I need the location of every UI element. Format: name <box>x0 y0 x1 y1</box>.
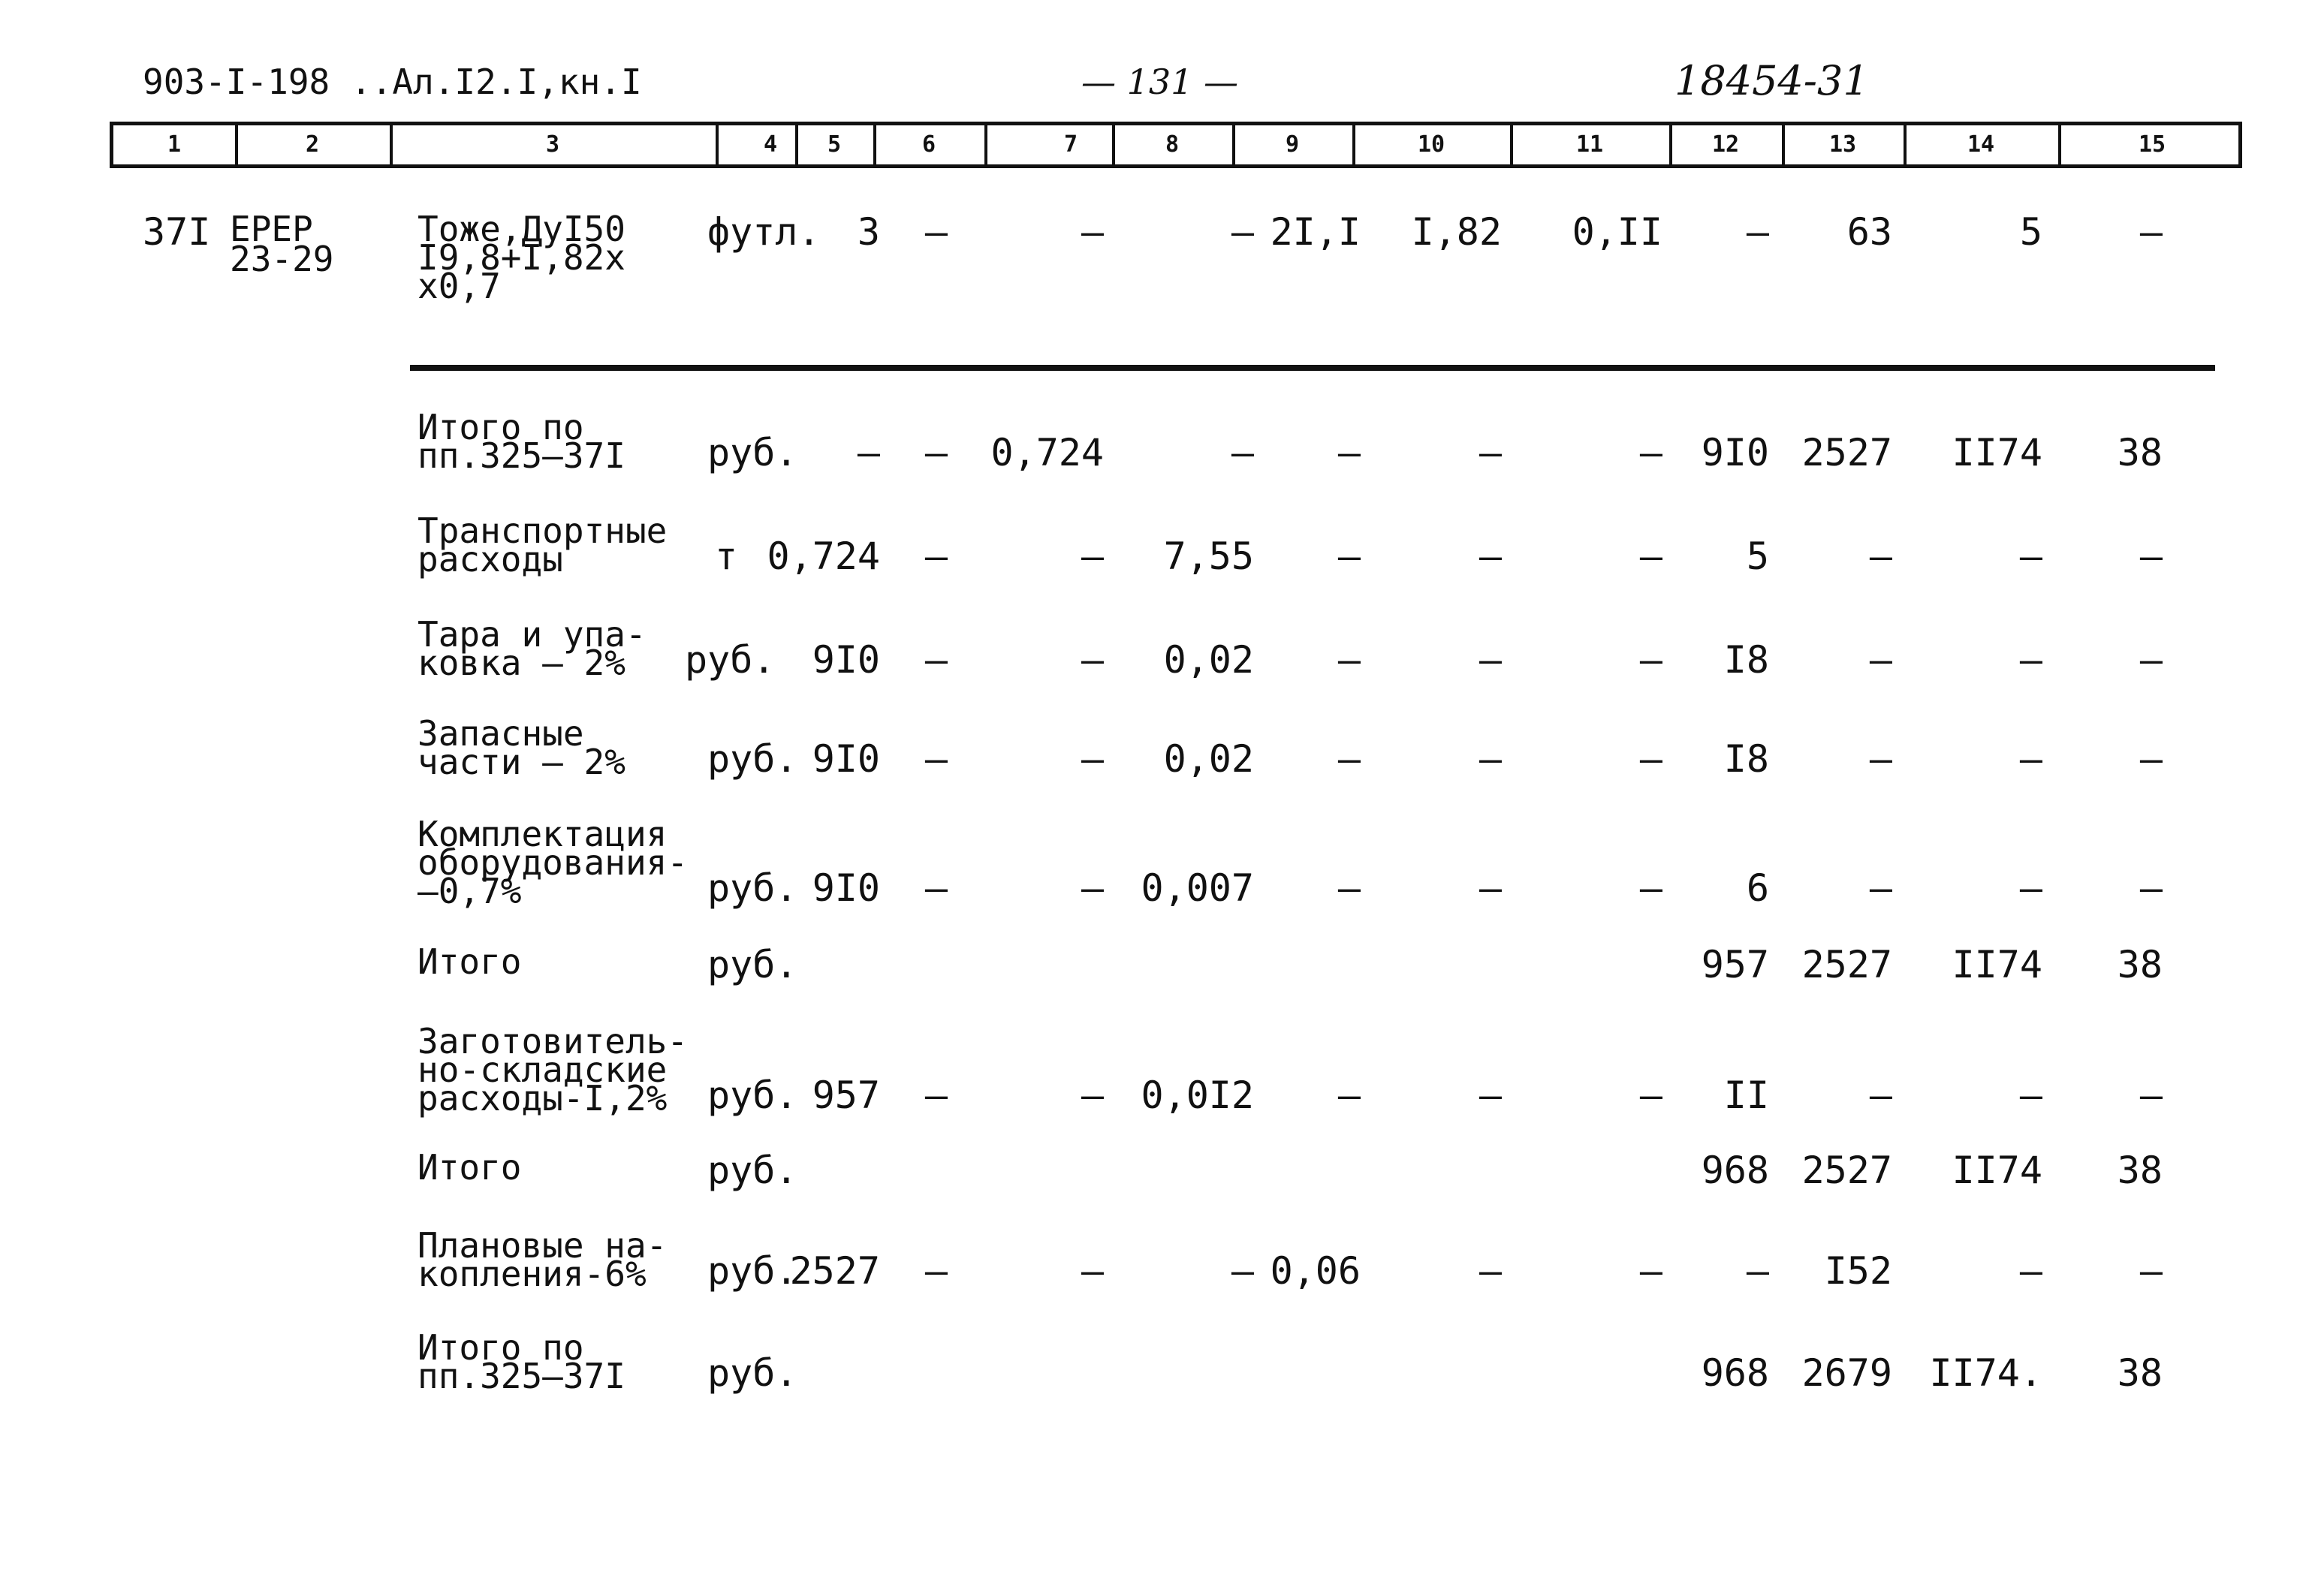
cell-col4: т <box>715 535 738 578</box>
cell-col12: 6 <box>1746 866 1769 910</box>
cell-col15: – <box>2139 866 2163 910</box>
cell-col2: 23-29 <box>230 239 334 279</box>
cell-col13: – <box>1869 1074 1892 1117</box>
cell-col10: – <box>1479 1249 1502 1293</box>
section-divider <box>410 365 2215 371</box>
item-name: Итого по <box>417 1327 584 1368</box>
cell-col14: – <box>2019 638 2042 682</box>
column-number: 12 <box>1711 131 1740 158</box>
cell-col15: 38 <box>2117 431 2163 474</box>
cell-col13: – <box>1869 638 1892 682</box>
column-number: 10 <box>1417 131 1445 158</box>
cell-col11: – <box>1639 638 1662 682</box>
cell-col9: – <box>1337 866 1361 910</box>
item-name: оборудования- <box>417 842 689 883</box>
cell-col12: 9I0 <box>1701 431 1769 474</box>
cell-col10: – <box>1479 431 1502 474</box>
item-name: Тара и упа- <box>417 614 647 655</box>
column-number: 6 <box>921 131 936 158</box>
cell-col13: 2527 <box>1801 1149 1892 1192</box>
column-number: 13 <box>1828 131 1857 158</box>
column-number: 11 <box>1575 131 1604 158</box>
cell-col12: – <box>1746 1249 1769 1293</box>
cell-col11: – <box>1639 1249 1662 1293</box>
cell-col15: – <box>2139 1074 2163 1117</box>
cell-col4: руб. <box>707 1249 798 1293</box>
item-name: пп.325–37I <box>417 1356 625 1396</box>
cell-col12: 968 <box>1701 1351 1769 1395</box>
cell-col15: – <box>2139 737 2163 781</box>
cell-col11: – <box>1639 535 1662 578</box>
cell-col4: руб. <box>707 866 798 910</box>
column-number: 15 <box>2138 131 2166 158</box>
cell-col4: руб. <box>707 943 798 986</box>
cell-col4: футл. <box>707 210 821 254</box>
item-name: части – 2% <box>417 742 625 782</box>
cell-col15: – <box>2139 638 2163 682</box>
item-name: расходы <box>417 539 563 580</box>
column-number: 3 <box>545 131 560 158</box>
cell-col12: – <box>1746 210 1769 254</box>
cell-col15: – <box>2139 210 2163 254</box>
cell-col11: – <box>1639 431 1662 474</box>
cell-col7: – <box>1081 737 1104 781</box>
cell-col5: 9I0 <box>812 638 880 682</box>
item-name: Плановые на- <box>417 1225 668 1266</box>
cell-col13: 2527 <box>1801 943 1892 986</box>
item-name: Запасные <box>417 713 584 754</box>
column-number: 8 <box>1165 131 1180 158</box>
cell-col13: 63 <box>1846 210 1892 254</box>
page-number: — 131 — <box>1081 62 1239 102</box>
item-name: расходы-I,2% <box>417 1078 668 1119</box>
cell-col12: 957 <box>1701 943 1769 986</box>
item-name: Тоже,ДуI50 <box>417 209 625 249</box>
cell-col14: – <box>2019 866 2042 910</box>
cell-col4: руб. <box>685 638 776 682</box>
cell-col9: – <box>1337 431 1361 474</box>
cell-col7: 0,724 <box>990 431 1104 474</box>
item-name: Заготовитель- <box>417 1021 689 1061</box>
cell-col5: – <box>857 431 880 474</box>
cell-col15: – <box>2139 535 2163 578</box>
cell-col13: 2679 <box>1801 1351 1892 1395</box>
item-name: пп.325–37I <box>417 435 625 476</box>
cell-col11: – <box>1639 737 1662 781</box>
cell-col13: – <box>1869 737 1892 781</box>
item-name: –0,7% <box>417 871 522 911</box>
column-number: 14 <box>1967 131 1995 158</box>
item-name: Комплектация <box>417 814 668 854</box>
item-name: ковка – 2% <box>417 643 625 683</box>
cell-col6: – <box>924 535 948 578</box>
cell-col15: 38 <box>2117 943 2163 986</box>
cell-col8: – <box>1231 210 1254 254</box>
cell-col6: – <box>924 210 948 254</box>
cell-col8: 0,02 <box>1163 638 1254 682</box>
cell-col10: – <box>1479 638 1502 682</box>
cell-col5: 957 <box>812 1074 880 1117</box>
cell-col6: – <box>924 431 948 474</box>
cell-col8: 0,02 <box>1163 737 1254 781</box>
cell-col15: 38 <box>2117 1149 2163 1192</box>
cell-col9: – <box>1337 737 1361 781</box>
cell-col10: – <box>1479 866 1502 910</box>
cell-col5: 3 <box>857 210 880 254</box>
cell-col12: I8 <box>1723 638 1769 682</box>
cell-col5: 2527 <box>789 1249 880 1293</box>
cell-col14: — <box>2019 737 2042 781</box>
cell-col4: руб. <box>707 737 798 781</box>
document-code: 903-I-198 ..Ал.I2.I,кн.I <box>143 62 642 102</box>
item-name: Транспортные <box>417 510 668 551</box>
cell-col4: руб. <box>707 1074 798 1117</box>
cell-col6: – <box>924 1249 948 1293</box>
cell-col5: 0,724 <box>767 535 880 578</box>
cell-col8: – <box>1231 1249 1254 1293</box>
cell-col13: 2527 <box>1801 431 1892 474</box>
cell-col6: – <box>924 638 948 682</box>
cell-col8: – <box>1231 431 1254 474</box>
cell-col15: 38 <box>2117 1351 2163 1395</box>
cell-col14: II74 <box>1952 1149 2042 1192</box>
cell-col5: 9I0 <box>812 737 880 781</box>
cell-col14: – <box>2019 535 2042 578</box>
column-number: 1 <box>167 131 182 158</box>
cell-col6: – <box>924 1074 948 1117</box>
cell-col14: – <box>2019 1074 2042 1117</box>
cell-col14: II74 <box>1952 943 2042 986</box>
cell-col8: 7,55 <box>1163 535 1254 578</box>
cell-col10: I,82 <box>1411 210 1502 254</box>
cell-col4: руб. <box>707 1149 798 1192</box>
cell-col10: – <box>1479 535 1502 578</box>
column-number: 4 <box>763 131 778 158</box>
cell-col6: – <box>924 866 948 910</box>
column-number: 7 <box>1063 131 1078 158</box>
item-name: Итого <box>417 1147 522 1188</box>
cell-col2: ЕРЕР <box>230 209 313 249</box>
cell-col13: I52 <box>1824 1249 1892 1293</box>
cell-col4: руб. <box>707 1351 798 1395</box>
cell-col12: 5 <box>1746 535 1769 578</box>
cell-col5: 9I0 <box>812 866 880 910</box>
cell-col7: – <box>1081 210 1104 254</box>
cell-col6: – <box>924 737 948 781</box>
cell-col7: – <box>1081 1249 1104 1293</box>
item-name: x0,7 <box>417 266 501 306</box>
cell-col12: 968 <box>1701 1149 1769 1192</box>
cell-col13: – <box>1869 866 1892 910</box>
cell-col9: – <box>1337 1074 1361 1117</box>
item-name: но-складские <box>417 1049 668 1090</box>
item-name: Итого по <box>417 407 584 447</box>
cell-col9: 0,06 <box>1270 1249 1361 1293</box>
item-name: копления-6% <box>417 1254 647 1294</box>
cell-col14: II74. <box>1929 1351 2042 1395</box>
cell-col13: – <box>1869 535 1892 578</box>
column-number: 2 <box>305 131 320 158</box>
cell-col7: – <box>1081 535 1104 578</box>
column-number: 5 <box>827 131 842 158</box>
item-name: Итого <box>417 941 522 982</box>
cell-col9: 2I,I <box>1270 210 1361 254</box>
cell-col4: руб. <box>707 431 798 474</box>
cell-col9: – <box>1337 638 1361 682</box>
item-name: I9,8+I,82x <box>417 237 625 278</box>
cell-col11: – <box>1639 1074 1662 1117</box>
cell-col7: – <box>1081 1074 1104 1117</box>
column-number-header <box>110 122 2242 168</box>
cell-col11: – <box>1639 866 1662 910</box>
cell-col15: – <box>2139 1249 2163 1293</box>
cell-col7: – <box>1081 638 1104 682</box>
column-number: 9 <box>1285 131 1300 158</box>
cell-col1: 37I <box>143 210 211 254</box>
cell-col12: II <box>1723 1074 1769 1117</box>
cell-col10: – <box>1479 737 1502 781</box>
cell-col8: 0,007 <box>1141 866 1254 910</box>
cell-col14: – <box>2019 1249 2042 1293</box>
sheet-reference: 18454-31 <box>1674 57 1869 104</box>
cell-col14: II74 <box>1952 431 2042 474</box>
cell-col12: I8 <box>1723 737 1769 781</box>
cell-col14: 5 <box>2019 210 2042 254</box>
cell-col9: – <box>1337 535 1361 578</box>
cell-col8: 0,0I2 <box>1141 1074 1254 1117</box>
cell-col10: – <box>1479 1074 1502 1117</box>
cell-col11: 0,II <box>1572 210 1662 254</box>
cell-col7: – <box>1081 866 1104 910</box>
